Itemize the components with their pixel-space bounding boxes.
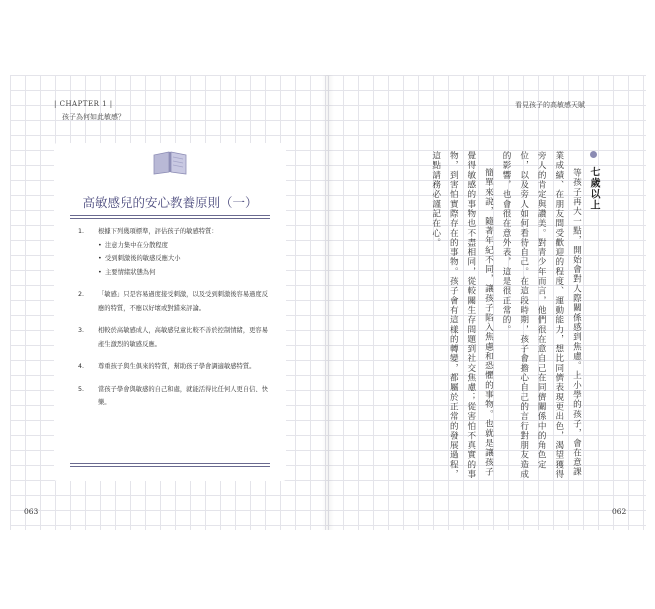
rule-item [78, 288, 268, 315]
page-number-right: 062 [612, 507, 627, 516]
book-gutter [322, 75, 334, 530]
sub-item: • 注意力集中在分散程度 [98, 239, 268, 253]
chapter-label: | CHAPTER 1 | [54, 100, 113, 108]
card-title: 高敏感兒的安心教養原則（一） [82, 195, 258, 210]
running-head: 看見孩子的高敏感天賦 [515, 101, 585, 109]
page-number-left: 063 [24, 507, 39, 516]
rule-item [78, 383, 268, 410]
rule-text: 「敏感」只是容易過度接受刺激，以及受到刺激後容易過度反應的特質，不應以好壞或對錯來評論。 [98, 291, 269, 312]
rules-list [78, 225, 268, 419]
body-paragraph: 簡單來說，隨著年紀不同，讓孩子陷入焦慮和恐懼的事物。也就是讓孩子覺得敏感的事物也不盡相同，從較關生存問題到社交焦慮；從害怕不真實的事物，到害怕實際存在的事物。孩子會有這樣的轉變，都屬於正常的發展過程，這點請務必謹記在心。 [430, 151, 494, 480]
rule-number: 1. [78, 228, 85, 235]
rule-item [78, 360, 268, 374]
rule-number: 2. [78, 291, 85, 298]
rule-text: 尊重孩子與生俱來的特質，幫助孩子學會調適敏感特質。 [98, 363, 256, 370]
rule-number: 3. [78, 327, 85, 334]
divider [70, 215, 270, 216]
divider [70, 466, 270, 467]
rule-text: 根據下列幾項標準，評估孩子的敏感特質： [98, 228, 218, 235]
section-heading [584, 151, 602, 481]
chapter-title: 孩子為何如此敏感？ [62, 113, 125, 121]
vertical-body-text [382, 151, 602, 481]
rule-number: 5. [78, 385, 85, 393]
rule-number: 4. [78, 363, 85, 370]
sub-item: • 主要情緒狀態為何 [98, 266, 268, 280]
open-book-icon [150, 149, 190, 175]
bullet-dot-icon [590, 151, 597, 158]
book-spread [10, 75, 646, 530]
sub-item: • 受到刺激後的敏感反應大小 [98, 252, 268, 266]
rule-text: 相較於高敏感成人，高敏感兒童比較不善於控制情緒，更容易產生激烈的敏感反應。 [98, 327, 269, 348]
divider [70, 218, 270, 219]
rule-text: 當孩子學會與敏感的自己和處，就能活得比任何人更自信、快樂。 [98, 385, 269, 406]
rule-item [78, 225, 268, 279]
body-paragraph: 等孩子再大一點，開始會對人際關係感到焦慮。上小學的孩子，會在意課業成績、在朋友間受歡迎的程度、運動能力，想比同儕表現更出色，渴望獲得旁人的肯定與讚美。對青少年而言，他們很在意自己在同儕關係中的角色定位，以及旁人如何看待自己。在這段時期，孩子會擔心自己的言行對朋友造成的影響，也會很在意外表，這是很正常的。 [501, 151, 582, 480]
section-heading-text: 七歲以上 [588, 166, 599, 211]
rule-item [78, 324, 268, 351]
divider [70, 463, 270, 464]
sub-list [98, 239, 268, 280]
tips-card [54, 143, 286, 481]
